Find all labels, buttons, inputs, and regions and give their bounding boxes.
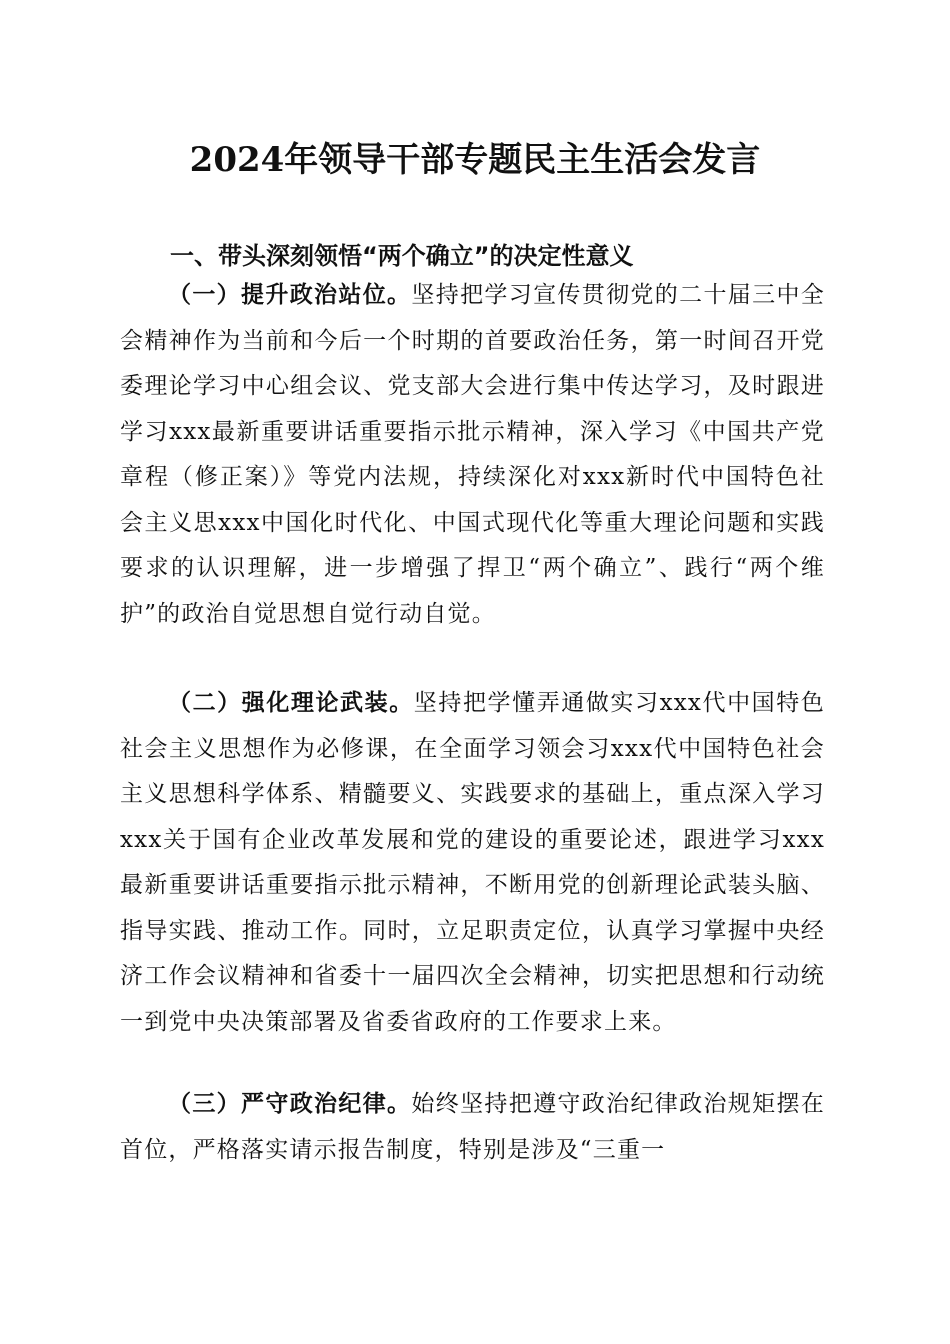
paragraph-lead: （二）强化理论武装。	[168, 690, 414, 716]
paragraph-text: 坚持把学习宣传贯彻党的二十届三中全会精神作为当前和今后一个时期的首要政治任务，第一时间召开党委理论学习中心组会议、党支部大会进行集中传达学习，及时跟进学习xxx最新重要讲话重要指示批示精神，深入学习《中国共产党章程（修正案）》等党内法规，持续深化对xxx新时代中国特色社会主义思xxx中国化时代化、中国式现代化等重大理论问题和实践要求的认识理解，进一步增强了捍卫“两个确立”、践行“两个维护”的政治自觉思想自觉行动自觉。	[120, 282, 826, 627]
document-title: 2024年领导干部专题民主生活会发言	[189, 140, 761, 180]
paragraph-text: 坚持把学懂弄通做实习xxx代中国特色社会主义思想作为必修课，在全面学习领会习xxx代中国特色社会主义思想科学体系、精髓要义、实践要求的基础上，重点深入学习xxx关于国有企业改革发展和党的建设的重要论述，跟进学习xxx最新重要讲话重要指示批示精神，不断用党的创新理论武装头脑、指导实践、推动工作。同时，立足职责定位，认真学习掌握中央经济工作会议精神和省委十一届四次全会精神，切实把思想和行动统一到党中央决策部署及省委省政府的工作要求上来。	[120, 690, 826, 1035]
paragraph-political-discipline	[120, 1082, 825, 1173]
paragraph-text: 始终坚持把遵守政治纪律政治规矩摆在首位，严格落实请示报告制度，特别是涉及“三重一	[120, 1091, 826, 1163]
paragraph-lead: （三）严守政治纪律。	[168, 1091, 412, 1117]
paragraph-theory-study	[120, 681, 825, 1045]
paragraph-lead: （一）提升政治站位。	[168, 282, 412, 308]
paragraph-political-stance	[120, 273, 825, 637]
section-heading: 一、带头深刻领悟“两个确立”的决定性意义	[170, 242, 634, 270]
